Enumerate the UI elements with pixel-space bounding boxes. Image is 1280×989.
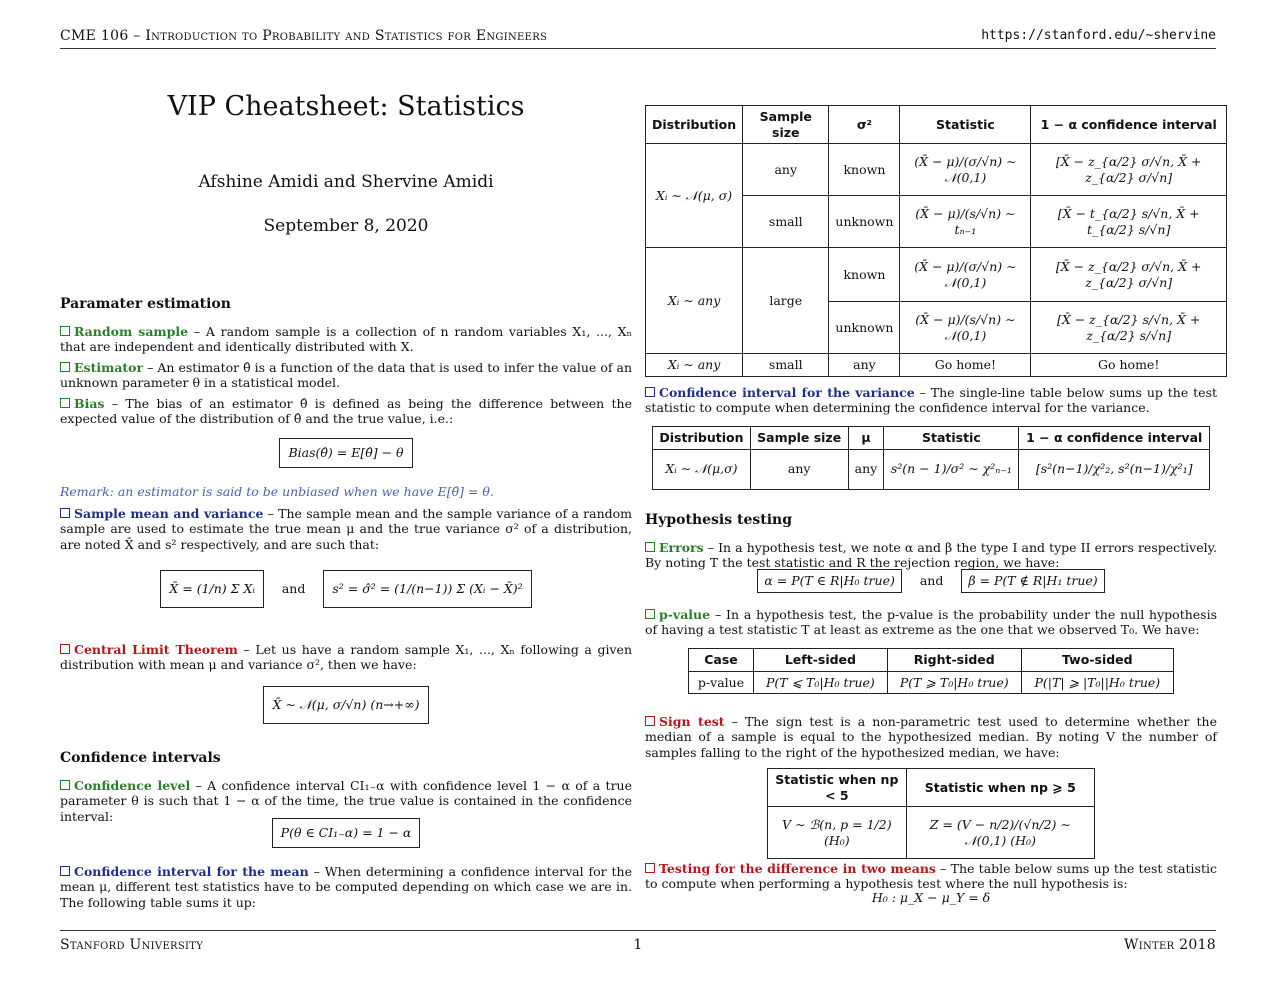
th-large-np: Statistic when np ⩾ 5 — [906, 769, 1094, 807]
alpha-formula: α = P(T ∈ R|H₀ true) — [757, 569, 902, 593]
table-header-row — [768, 769, 1095, 807]
cell-variance: known — [829, 248, 900, 302]
cell-size: large — [743, 248, 829, 354]
errors-formulas — [645, 569, 1217, 593]
th-statistic: Statistic — [884, 427, 1019, 450]
cell-normal: Z = (V − n/2)/(√n/2) ∼ 𝒩(0,1) (H₀) — [906, 807, 1094, 859]
th-left-sided: Left-sided — [754, 649, 888, 672]
cell-two: P(|T| ⩾ |T₀||H₀ true) — [1021, 671, 1173, 694]
section-confidence-intervals: Confidence intervals — [60, 750, 221, 766]
para-errors: Errors – In a hypothesis test, we note α and β the type I and type II errors respectively. By noting T the test statistic and R the rejection region, we have: — [645, 540, 1217, 571]
and-text: and — [919, 573, 944, 588]
bullet-icon — [60, 508, 70, 518]
para-sign-test: Sign test – The sign test is a non-parametric test used to determine whether the median of a sample is equal to the hypothesized median. By noting V the number of samples falling to the right of the hypothesized median, we have: — [645, 714, 1217, 760]
cell-statistic: s²(n − 1)/σ² ∼ χ²ₙ₋₁ — [884, 449, 1019, 489]
bullet-icon — [60, 326, 70, 336]
cell-interval: [X̄ − z_{α/2} σ/√n, X̄ + z_{α/2} σ/√n] — [1031, 144, 1227, 196]
ci-mean-table — [645, 105, 1227, 377]
cell-interval: [s²(n−1)/χ²₂, s²(n−1)/χ²₁] — [1019, 449, 1210, 489]
cell-distribution: Xᵢ ∼ 𝒩(μ, σ) — [646, 144, 743, 248]
course-title: CME 106 – Introduction to Probability and Statistics for Engineers — [60, 28, 548, 44]
sample-mean-formula: X̄ = (1/n) Σ Xᵢ — [160, 570, 264, 608]
bullet-icon — [645, 387, 655, 397]
page-footer — [60, 930, 1216, 953]
th-variance: σ² — [829, 106, 900, 144]
cell-variance: any — [829, 354, 900, 377]
th-confidence-interval: 1 − α confidence interval — [1031, 106, 1227, 144]
th-two-sided: Two-sided — [1021, 649, 1173, 672]
para-clt: Central Limit Theorem – Let us have a random sample X₁, ..., Xₙ following a given distribution with mean μ and variance σ², then we have: — [60, 642, 632, 673]
table-row — [646, 144, 1227, 196]
doc-title: VIP Cheatsheet: Statistics — [167, 91, 525, 122]
th-small-np: Statistic when np < 5 — [768, 769, 907, 807]
para-confidence-level: Confidence level – A confidence interval CI₁₋α with confidence level 1 − α of a true parameter θ is such that 1 − α of the time, the true value is contained in the confidence interval: — [60, 778, 633, 824]
cell-distribution: Xᵢ ∼ 𝒩(μ,σ) — [653, 449, 751, 489]
bullet-icon — [60, 866, 70, 876]
cell-distribution: Xᵢ ∼ any — [646, 248, 743, 354]
cell-size: small — [743, 354, 829, 377]
table-row — [646, 248, 1227, 302]
bullet-icon — [645, 863, 655, 873]
para-ci-variance: Confidence interval for the variance – The single-line table below sums up the test statistic to compute when determining the confidence interval for the variance. — [645, 385, 1218, 416]
para-two-means: Testing for the difference in two means – The table below sums up the test statistic to compute when performing a hypothesis test where the null hypothesis is: — [645, 861, 1217, 892]
table-row — [768, 807, 1095, 859]
para-ci-mean: Confidence interval for the mean – When determining a confidence interval for the mean μ, different test statistics have to be computed depending on which case we are in. The following table sums it up: — [60, 864, 632, 910]
th-case: Case — [689, 649, 754, 672]
two-means-formula: H₀ : μ_X − μ_Y = δ — [871, 890, 991, 905]
cell-interval: Go home! — [1031, 354, 1227, 377]
cell-distribution: Xᵢ ∼ any — [646, 354, 743, 377]
th-statistic: Statistic — [900, 106, 1031, 144]
footer-university: Stanford University — [60, 937, 204, 953]
cell-variance: unknown — [829, 196, 900, 248]
bullet-icon — [645, 542, 655, 552]
para-pvalue: p-value – In a hypothesis test, the p-value is the probability under the null hypothesis of having a test statistic T at least as extreme as the one that we observed T₀. We have: — [645, 607, 1217, 638]
th-right-sided: Right-sided — [887, 649, 1021, 672]
page-header — [60, 28, 1216, 49]
table-header-row — [646, 106, 1227, 144]
table-header-row — [653, 427, 1210, 450]
cell-right: P(T ⩾ T₀|H₀ true) — [887, 671, 1021, 694]
header-url[interactable]: https://stanford.edu/~shervine — [981, 28, 1216, 43]
conf-level-formula: P(θ ∈ CI₁₋α) = 1 − α — [272, 818, 421, 848]
th-mu: μ — [848, 427, 884, 450]
cell-variance: unknown — [829, 302, 900, 354]
cell-interval: [X̄ − t_{α/2} s/√n, X̄ + t_{α/2} s/√n] — [1031, 196, 1227, 248]
clt-formula-box — [60, 686, 632, 724]
th-distribution: Distribution — [653, 427, 751, 450]
cell-statistic: (X̄ − μ)/(σ/√n) ∼ 𝒩(0,1) — [900, 144, 1031, 196]
table-row — [653, 449, 1210, 489]
bullet-icon — [60, 780, 70, 790]
pvalue-table — [688, 648, 1174, 694]
bullet-icon — [60, 398, 70, 408]
para-bias: Bias – The bias of an estimator θ̂ is defined as being the difference between the expected value of the distribution of θ̂ and the true value, i.e.: — [60, 396, 632, 427]
cell-statistic: Go home! — [900, 354, 1031, 377]
cell-statistic: (X̄ − μ)/(s/√n) ∼ tₙ₋₁ — [900, 196, 1031, 248]
doc-date: September 8, 2020 — [263, 216, 429, 236]
and-text: and — [281, 581, 306, 596]
para-sample-mean: Sample mean and variance – The sample mean and the sample variance of a random sample are used to estimate the true mean μ and the true variance σ² of a distribution, are noted X̄ and s² respectively, and are such that: — [60, 506, 632, 552]
cell-statistic: (X̄ − μ)/(σ/√n) ∼ 𝒩(0,1) — [900, 248, 1031, 302]
cell-mu: any — [848, 449, 884, 489]
bullet-icon — [60, 644, 70, 654]
cell-statistic: (X̄ − μ)/(s/√n) ∼ 𝒩(0,1) — [900, 302, 1031, 354]
conf-level-formula-box — [60, 818, 632, 848]
cell-case: p-value — [689, 671, 754, 694]
ci-variance-table — [652, 426, 1210, 490]
cell-variance: known — [829, 144, 900, 196]
th-sample-size: Sample size — [750, 427, 848, 450]
table-row — [646, 354, 1227, 377]
th-confidence-interval: 1 − α confidence interval — [1019, 427, 1210, 450]
beta-formula: β = P(T ∉ R|H₁ true) — [961, 569, 1104, 593]
footer-term: Winter 2018 — [1124, 937, 1216, 953]
sample-mean-formulas — [60, 570, 632, 608]
clt-formula: X̄ ∼ 𝒩(μ, σ/√n) (n→+∞) — [263, 686, 428, 724]
section-parameter-estimation: Paramater estimation — [60, 296, 231, 312]
para-estimator: Estimator – An estimator θ̂ is a function of the data that is used to infer the value of an unknown parameter θ in a statistical model. — [60, 360, 632, 391]
cell-size: small — [743, 196, 829, 248]
th-sample-size: Sample size — [743, 106, 829, 144]
th-distribution: Distribution — [646, 106, 743, 144]
table-row — [689, 671, 1174, 694]
cell-left: P(T ⩽ T₀|H₀ true) — [754, 671, 888, 694]
remark-unbiased: Remark: an estimator is said to be unbiased when we have E[θ̂] = θ. — [60, 484, 494, 499]
cell-interval: [X̄ − z_{α/2} s/√n, X̄ + z_{α/2} s/√n] — [1031, 302, 1227, 354]
page-number: 1 — [633, 937, 643, 953]
sign-test-table — [767, 768, 1095, 859]
section-hypothesis-testing: Hypothesis testing — [645, 512, 793, 528]
bullet-icon — [645, 609, 655, 619]
bias-formula: Bias(θ̂) = E[θ̂] − θ — [279, 438, 412, 468]
doc-authors: Afshine Amidi and Shervine Amidi — [198, 172, 494, 192]
bias-formula-box — [60, 438, 632, 468]
cell-interval: [X̄ − z_{α/2} σ/√n, X̄ + z_{α/2} σ/√n] — [1031, 248, 1227, 302]
sample-variance-formula: s² = σ̂² = (1/(n−1)) Σ (Xᵢ − X̄)² — [323, 570, 531, 608]
cell-size: any — [750, 449, 848, 489]
cell-binomial: V ∼ ℬ(n, p = 1/2) (H₀) — [768, 807, 907, 859]
bullet-icon — [645, 716, 655, 726]
cell-size: any — [743, 144, 829, 196]
bullet-icon — [60, 362, 70, 372]
para-random-sample: Random sample – A random sample is a collection of n random variables X₁, ..., Xₙ that are independent and identically distributed with X. — [60, 324, 632, 355]
table-header-row — [689, 649, 1174, 672]
